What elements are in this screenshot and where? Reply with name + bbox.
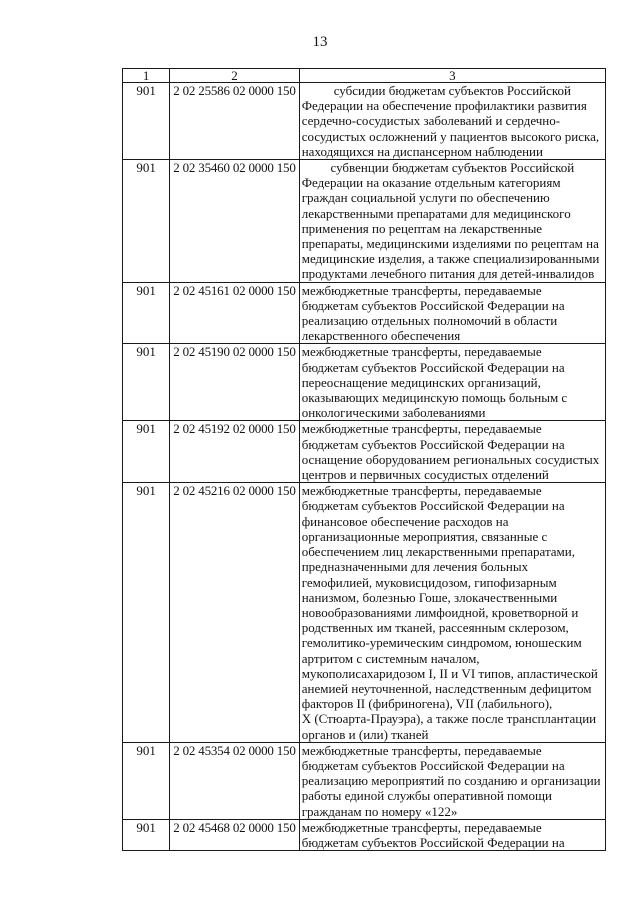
description-line: артритом с системным началом, [301,650,480,666]
budget-code-cell: 2 02 45190 02 0000 150 [170,344,300,421]
column-header-1: 1 [123,69,170,83]
table-row [123,344,606,421]
description-line: препараты, медицинскими изделиями по рецептам на [301,236,599,252]
table-row [123,160,606,283]
description-line: гемолитико-уремическим синдромом, юношеским [301,635,582,651]
table-body [123,83,606,851]
description-line: мукополисахаридозом I, II и VI типов, апластической [301,665,598,681]
budget-code-cell: 2 02 45354 02 0000 150 [170,742,300,819]
admin-code-cell: 901 [123,344,170,421]
description-line: Федерации на обеспечение профилактики развития [301,98,587,114]
table-row [123,421,606,483]
description-line: X (Стюарта-Прауэра), а также после трансплантации [301,711,597,727]
description-line: сосудистых осложнений у пациентов высокого риска, [301,128,600,144]
description-line: факторов II (фибриногена), VII (лабильного), [301,696,553,712]
description-line: лекарственного обеспечения [301,328,461,344]
description-cell [299,421,605,483]
budget-code-cell: 2 02 45161 02 0000 150 [170,282,300,344]
description-line: продуктами лечебного питания для детей-инвалидов [301,266,595,282]
column-header-3: 3 [299,69,605,83]
description-line: субвенции бюджетам субъектов Российской [330,160,575,176]
table-header-row [123,69,606,83]
description-line: граждан социальной услуги по обеспечению [301,190,550,206]
description-line: бюджетам субъектов Российской Федерации на [301,359,565,375]
description-line: предназначенными для лечения больных [301,559,529,575]
page-number: 13 [312,34,328,50]
description-cell [299,282,605,344]
table-row [123,83,606,160]
budget-code-cell: 2 02 45192 02 0000 150 [170,421,300,483]
description-cell [299,83,605,160]
description-line: родственных им тканей, рассеянным склерозом, [301,620,569,636]
description-line: реализацию мероприятий по созданию и организации [301,773,601,789]
description-line: межбюджетные трансферты, передаваемые [301,421,542,437]
description-line: работы единой службы оперативной помощи [301,788,552,804]
description-line: финансовое обеспечение расходов на [301,513,509,529]
description-line: Федерации на оказание отдельным категориям [301,175,561,191]
description-line: переоснащение медицинских организаций, [301,374,541,390]
description-line: находящихся на диспансерном наблюдении [301,143,543,159]
description-line: органов и (или) тканей [301,726,429,742]
description-cell [299,160,605,283]
description-line: межбюджетные трансферты, передаваемые [301,344,542,360]
admin-code-cell: 901 [123,160,170,283]
description-line: реализацию отдельных полномочий в области [301,313,558,329]
description-line: бюджетам субъектов Российской Федерации на [301,297,565,313]
column-header-2: 2 [170,69,300,83]
description-cell [299,819,605,850]
description-line: гражданам по номеру «122» [301,803,458,819]
admin-code-cell: 901 [123,83,170,160]
budget-code-cell: 2 02 35460 02 0000 150 [170,160,300,283]
description-cell [299,483,605,742]
admin-code-cell: 901 [123,819,170,850]
description-line: нанизмом, болезнью Гоше, злокачественными [301,589,558,605]
description-line: бюджетам субъектов Российской Федерации на [301,757,565,773]
description-line: онкологическими заболеваниями [301,405,486,421]
description-line: лекарственными препаратами для медицинского [301,205,571,221]
description-line: обеспечением лиц лекарственными препаратами, [301,544,575,560]
budget-code-cell: 2 02 25586 02 0000 150 [170,83,300,160]
description-line: межбюджетные трансферты, передаваемые [301,742,542,758]
budget-classification-table [122,68,606,851]
description-line: анемией неуточненной, наследственным дефицитом [301,680,592,696]
description-line: бюджетам субъектов Российской Федерации на [301,436,565,452]
admin-code-cell: 901 [123,421,170,483]
description-line: оказывающих медицинскую помощь больным с [301,390,568,406]
admin-code-cell: 901 [123,742,170,819]
description-cell [299,344,605,421]
description-line: организационные мероприятия, связанные с [301,528,548,544]
description-line: центров и первичных сосудистых отделений [301,467,549,483]
table-row [123,282,606,344]
description-line: межбюджетные трансферты, передаваемые [301,819,542,835]
admin-code-cell: 901 [123,282,170,344]
table-row [123,819,606,850]
budget-code-cell: 2 02 45468 02 0000 150 [170,819,300,850]
table-row [123,483,606,742]
description-line: гемофилией, муковисцидозом, гипофизарным [301,574,557,590]
description-line: применения по рецептам на лекарственные [301,220,543,236]
description-line: сердечно-сосудистых заболеваний и сердечно- [301,113,561,129]
description-cell [299,742,605,819]
description-line: новообразованиями лимфоидной, кроветворной и [301,604,579,620]
description-line: бюджетам субъектов Российской Федерации на [301,498,565,514]
budget-code-cell: 2 02 45216 02 0000 150 [170,483,300,742]
description-line: межбюджетные трансферты, передаваемые [301,282,542,298]
description-line: оснащение оборудованием региональных сосудистых [301,451,600,467]
description-line: бюджетам субъектов Российской Федерации на [301,834,565,850]
table-row [123,742,606,819]
description-line: субсидии бюджетам субъектов Российской [333,83,572,98]
description-line: медицинские изделия, а также специализированными [301,251,600,267]
admin-code-cell: 901 [123,483,170,742]
description-line: межбюджетные трансферты, передаваемые [301,483,542,499]
